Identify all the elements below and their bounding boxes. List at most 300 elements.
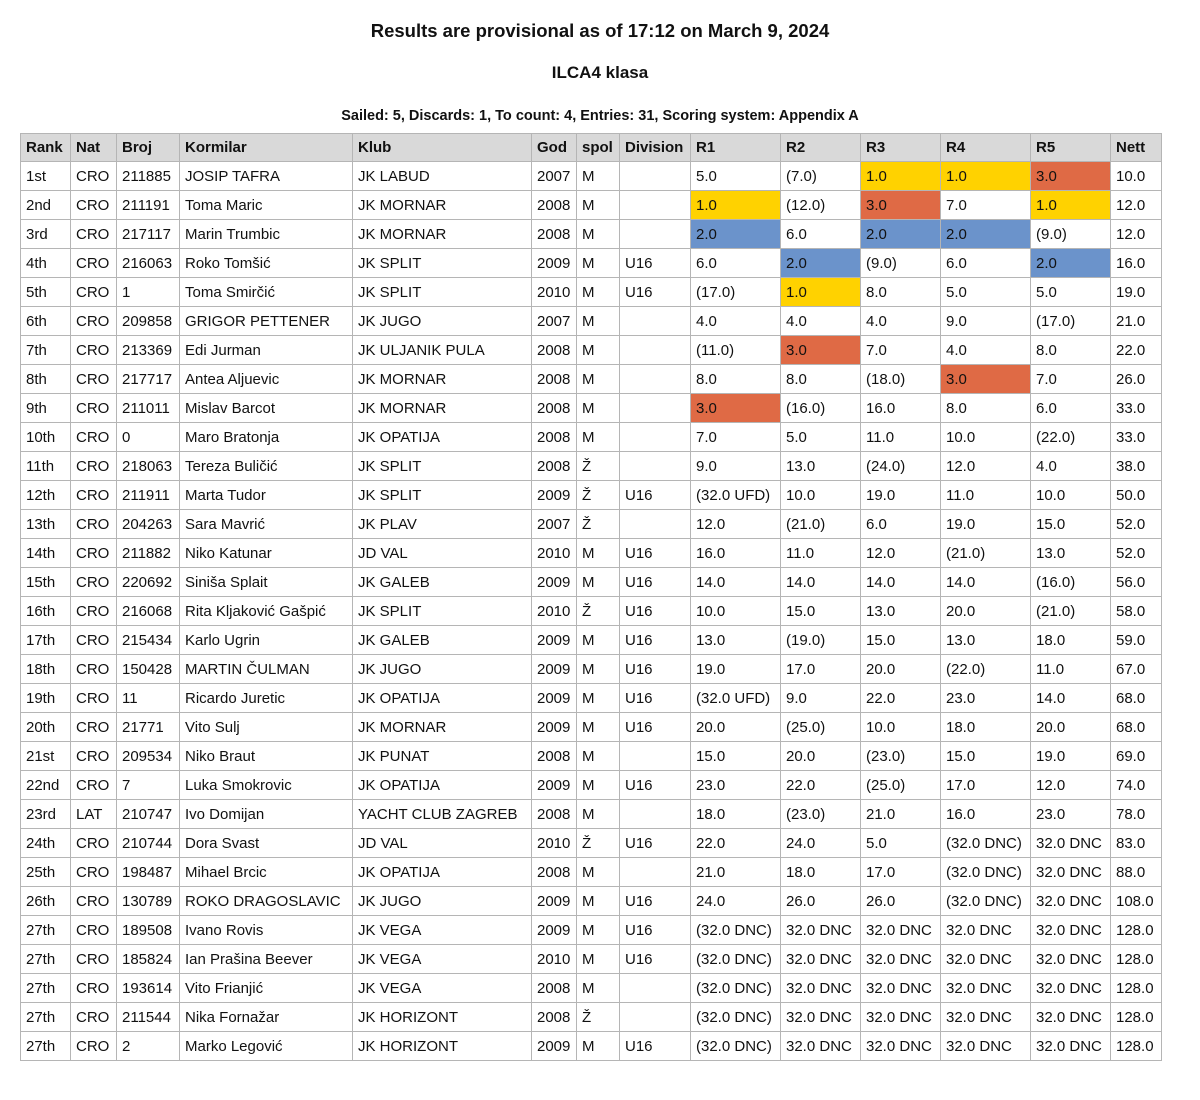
cell-spol: M xyxy=(577,162,620,191)
cell-r1: 18.0 xyxy=(691,800,781,829)
cell-rank: 27th xyxy=(21,945,71,974)
cell-nett: 22.0 xyxy=(1111,336,1162,365)
column-header-klub: Klub xyxy=(353,134,532,162)
cell-r3: 16.0 xyxy=(861,394,941,423)
cell-r5: 15.0 xyxy=(1031,510,1111,539)
cell-division xyxy=(620,162,691,191)
cell-division xyxy=(620,307,691,336)
cell-r3: (24.0) xyxy=(861,452,941,481)
cell-r5: 32.0 DNC xyxy=(1031,887,1111,916)
cell-r3: 21.0 xyxy=(861,800,941,829)
cell-r3: 11.0 xyxy=(861,423,941,452)
cell-broj: 130789 xyxy=(117,887,180,916)
cell-kormilar: Sara Mavrić xyxy=(180,510,353,539)
cell-nat: CRO xyxy=(71,945,117,974)
cell-klub: JK JUGO xyxy=(353,887,532,916)
cell-r1: 16.0 xyxy=(691,539,781,568)
cell-klub: YACHT CLUB ZAGREB xyxy=(353,800,532,829)
cell-broj: 0 xyxy=(117,423,180,452)
cell-nat: CRO xyxy=(71,1003,117,1032)
cell-nett: 128.0 xyxy=(1111,945,1162,974)
cell-r1: 12.0 xyxy=(691,510,781,539)
cell-kormilar: Niko Braut xyxy=(180,742,353,771)
cell-god: 2008 xyxy=(532,191,577,220)
cell-god: 2008 xyxy=(532,452,577,481)
cell-god: 2008 xyxy=(532,858,577,887)
cell-r3: 7.0 xyxy=(861,336,941,365)
cell-nett: 69.0 xyxy=(1111,742,1162,771)
table-row xyxy=(21,713,1162,742)
cell-spol: M xyxy=(577,887,620,916)
cell-r3: 14.0 xyxy=(861,568,941,597)
cell-nat: CRO xyxy=(71,626,117,655)
cell-kormilar: Ian Prašina Beever xyxy=(180,945,353,974)
table-row xyxy=(21,945,1162,974)
cell-broj: 210744 xyxy=(117,829,180,858)
cell-r5: 19.0 xyxy=(1031,742,1111,771)
cell-kormilar: Marin Trumbic xyxy=(180,220,353,249)
cell-nat: CRO xyxy=(71,597,117,626)
cell-r2: 13.0 xyxy=(781,452,861,481)
column-header-r2: R2 xyxy=(781,134,861,162)
cell-r3: 17.0 xyxy=(861,858,941,887)
cell-division: U16 xyxy=(620,278,691,307)
cell-kormilar: Rita Kljaković Gašpić xyxy=(180,597,353,626)
cell-division: U16 xyxy=(620,597,691,626)
cell-broj: 211882 xyxy=(117,539,180,568)
cell-broj: 217117 xyxy=(117,220,180,249)
cell-klub: JK GALEB xyxy=(353,568,532,597)
table-row xyxy=(21,394,1162,423)
cell-kormilar: Ricardo Juretic xyxy=(180,684,353,713)
cell-spol: M xyxy=(577,1032,620,1061)
cell-nat: CRO xyxy=(71,307,117,336)
cell-r3: 1.0 xyxy=(861,162,941,191)
table-row xyxy=(21,1003,1162,1032)
column-header-r3: R3 xyxy=(861,134,941,162)
cell-rank: 11th xyxy=(21,452,71,481)
cell-r2: 2.0 xyxy=(781,249,861,278)
cell-r5: (22.0) xyxy=(1031,423,1111,452)
cell-broj: 211544 xyxy=(117,1003,180,1032)
cell-r1: 19.0 xyxy=(691,655,781,684)
cell-division xyxy=(620,452,691,481)
cell-klub: JK HORIZONT xyxy=(353,1032,532,1061)
cell-broj: 211911 xyxy=(117,481,180,510)
table-row xyxy=(21,278,1162,307)
cell-r4: 18.0 xyxy=(941,713,1031,742)
cell-division: U16 xyxy=(620,249,691,278)
cell-r2: (12.0) xyxy=(781,191,861,220)
table-row xyxy=(21,336,1162,365)
cell-rank: 22nd xyxy=(21,771,71,800)
cell-rank: 2nd xyxy=(21,191,71,220)
cell-r2: 3.0 xyxy=(781,336,861,365)
cell-spol: M xyxy=(577,568,620,597)
cell-spol: M xyxy=(577,974,620,1003)
cell-r2: 24.0 xyxy=(781,829,861,858)
cell-division: U16 xyxy=(620,829,691,858)
cell-god: 2009 xyxy=(532,626,577,655)
cell-r3: 10.0 xyxy=(861,713,941,742)
cell-spol: M xyxy=(577,771,620,800)
cell-god: 2009 xyxy=(532,655,577,684)
cell-r2: 5.0 xyxy=(781,423,861,452)
cell-r1: (32.0 DNC) xyxy=(691,916,781,945)
cell-r4: 14.0 xyxy=(941,568,1031,597)
cell-nat: CRO xyxy=(71,568,117,597)
cell-r5: 32.0 DNC xyxy=(1031,829,1111,858)
cell-spol: M xyxy=(577,858,620,887)
cell-nat: CRO xyxy=(71,974,117,1003)
cell-r1: 5.0 xyxy=(691,162,781,191)
cell-klub: JK MORNAR xyxy=(353,220,532,249)
cell-division xyxy=(620,423,691,452)
cell-spol: Ž xyxy=(577,829,620,858)
cell-r3: 32.0 DNC xyxy=(861,1032,941,1061)
table-header-row xyxy=(21,134,1162,162)
cell-god: 2008 xyxy=(532,365,577,394)
cell-god: 2008 xyxy=(532,220,577,249)
cell-r4: 7.0 xyxy=(941,191,1031,220)
cell-r1: (32.0 DNC) xyxy=(691,974,781,1003)
cell-kormilar: Dora Svast xyxy=(180,829,353,858)
cell-kormilar: JOSIP TAFRA xyxy=(180,162,353,191)
cell-r3: (23.0) xyxy=(861,742,941,771)
cell-rank: 14th xyxy=(21,539,71,568)
cell-nett: 52.0 xyxy=(1111,510,1162,539)
cell-r3: 32.0 DNC xyxy=(861,974,941,1003)
cell-rank: 8th xyxy=(21,365,71,394)
cell-nett: 68.0 xyxy=(1111,684,1162,713)
column-header-spol: spol xyxy=(577,134,620,162)
cell-r5: 10.0 xyxy=(1031,481,1111,510)
cell-r4: (32.0 DNC) xyxy=(941,858,1031,887)
cell-god: 2009 xyxy=(532,771,577,800)
cell-klub: JK MORNAR xyxy=(353,365,532,394)
cell-nat: CRO xyxy=(71,655,117,684)
cell-spol: M xyxy=(577,307,620,336)
cell-r2: 1.0 xyxy=(781,278,861,307)
cell-r3: (25.0) xyxy=(861,771,941,800)
cell-kormilar: Roko Tomšić xyxy=(180,249,353,278)
cell-nett: 83.0 xyxy=(1111,829,1162,858)
cell-rank: 12th xyxy=(21,481,71,510)
cell-r5: 18.0 xyxy=(1031,626,1111,655)
cell-r4: (21.0) xyxy=(941,539,1031,568)
cell-klub: JK OPATIJA xyxy=(353,858,532,887)
table-row xyxy=(21,481,1162,510)
cell-nat: CRO xyxy=(71,771,117,800)
cell-r2: 32.0 DNC xyxy=(781,974,861,1003)
cell-rank: 3rd xyxy=(21,220,71,249)
cell-rank: 10th xyxy=(21,423,71,452)
cell-klub: JK OPATIJA xyxy=(353,684,532,713)
cell-broj: 209534 xyxy=(117,742,180,771)
cell-r2: 32.0 DNC xyxy=(781,1003,861,1032)
cell-nat: CRO xyxy=(71,481,117,510)
cell-nat: CRO xyxy=(71,336,117,365)
cell-nat: CRO xyxy=(71,249,117,278)
cell-r5: 3.0 xyxy=(1031,162,1111,191)
cell-division xyxy=(620,742,691,771)
cell-nett: 21.0 xyxy=(1111,307,1162,336)
cell-rank: 6th xyxy=(21,307,71,336)
cell-r2: 32.0 DNC xyxy=(781,916,861,945)
cell-god: 2007 xyxy=(532,510,577,539)
cell-broj: 2 xyxy=(117,1032,180,1061)
cell-nett: 26.0 xyxy=(1111,365,1162,394)
cell-klub: JK SPLIT xyxy=(353,481,532,510)
cell-r4: 16.0 xyxy=(941,800,1031,829)
cell-r1: 22.0 xyxy=(691,829,781,858)
cell-r3: 3.0 xyxy=(861,191,941,220)
cell-kormilar: Mislav Barcot xyxy=(180,394,353,423)
cell-nat: CRO xyxy=(71,394,117,423)
cell-nat: CRO xyxy=(71,220,117,249)
cell-r2: 32.0 DNC xyxy=(781,945,861,974)
table-row xyxy=(21,800,1162,829)
cell-r4: 10.0 xyxy=(941,423,1031,452)
cell-r2: 9.0 xyxy=(781,684,861,713)
cell-r2: 18.0 xyxy=(781,858,861,887)
cell-kormilar: Niko Katunar xyxy=(180,539,353,568)
cell-kormilar: Nika Fornažar xyxy=(180,1003,353,1032)
cell-r1: 6.0 xyxy=(691,249,781,278)
cell-division xyxy=(620,365,691,394)
cell-god: 2010 xyxy=(532,597,577,626)
cell-r5: 32.0 DNC xyxy=(1031,916,1111,945)
cell-broj: 211885 xyxy=(117,162,180,191)
cell-klub: JK MORNAR xyxy=(353,394,532,423)
cell-broj: 211011 xyxy=(117,394,180,423)
cell-division xyxy=(620,510,691,539)
table-row xyxy=(21,1032,1162,1061)
cell-nett: 88.0 xyxy=(1111,858,1162,887)
cell-rank: 20th xyxy=(21,713,71,742)
cell-r2: (7.0) xyxy=(781,162,861,191)
cell-kormilar: Marko Legović xyxy=(180,1032,353,1061)
cell-nat: CRO xyxy=(71,742,117,771)
cell-nett: 19.0 xyxy=(1111,278,1162,307)
cell-r2: 32.0 DNC xyxy=(781,1032,861,1061)
cell-r2: 10.0 xyxy=(781,481,861,510)
cell-spol: M xyxy=(577,539,620,568)
cell-r4: 2.0 xyxy=(941,220,1031,249)
table-row xyxy=(21,220,1162,249)
cell-r1: 24.0 xyxy=(691,887,781,916)
cell-r4: 1.0 xyxy=(941,162,1031,191)
cell-nat: CRO xyxy=(71,887,117,916)
cell-nett: 50.0 xyxy=(1111,481,1162,510)
table-row xyxy=(21,887,1162,916)
column-header-kormilar: Kormilar xyxy=(180,134,353,162)
cell-r4: 4.0 xyxy=(941,336,1031,365)
cell-nett: 67.0 xyxy=(1111,655,1162,684)
cell-nett: 68.0 xyxy=(1111,713,1162,742)
cell-nat: CRO xyxy=(71,191,117,220)
cell-rank: 1st xyxy=(21,162,71,191)
cell-rank: 21st xyxy=(21,742,71,771)
cell-kormilar: Toma Maric xyxy=(180,191,353,220)
cell-r5: (21.0) xyxy=(1031,597,1111,626)
cell-kormilar: Vito Sulj xyxy=(180,713,353,742)
cell-klub: JD VAL xyxy=(353,829,532,858)
cell-klub: JK VEGA xyxy=(353,916,532,945)
cell-klub: JK GALEB xyxy=(353,626,532,655)
cell-rank: 27th xyxy=(21,974,71,1003)
cell-r1: 3.0 xyxy=(691,394,781,423)
cell-r4: 17.0 xyxy=(941,771,1031,800)
cell-r1: 10.0 xyxy=(691,597,781,626)
cell-r5: 20.0 xyxy=(1031,713,1111,742)
cell-god: 2007 xyxy=(532,162,577,191)
cell-nett: 128.0 xyxy=(1111,1032,1162,1061)
cell-rank: 18th xyxy=(21,655,71,684)
cell-r2: (16.0) xyxy=(781,394,861,423)
table-row xyxy=(21,510,1162,539)
cell-nett: 59.0 xyxy=(1111,626,1162,655)
column-header-rank: Rank xyxy=(21,134,71,162)
cell-nat: CRO xyxy=(71,278,117,307)
cell-nat: CRO xyxy=(71,858,117,887)
cell-r4: (32.0 DNC) xyxy=(941,829,1031,858)
cell-r3: 4.0 xyxy=(861,307,941,336)
cell-broj: 218063 xyxy=(117,452,180,481)
cell-r3: 26.0 xyxy=(861,887,941,916)
cell-spol: M xyxy=(577,365,620,394)
series-summary: Sailed: 5, Discards: 1, To count: 4, Entries: 31, Scoring system: Appendix A xyxy=(341,108,859,124)
cell-broj: 204263 xyxy=(117,510,180,539)
cell-broj: 215434 xyxy=(117,626,180,655)
cell-broj: 217717 xyxy=(117,365,180,394)
table-row xyxy=(21,655,1162,684)
cell-r3: 2.0 xyxy=(861,220,941,249)
cell-kormilar: MARTIN ČULMAN xyxy=(180,655,353,684)
cell-r2: 15.0 xyxy=(781,597,861,626)
cell-nat: CRO xyxy=(71,684,117,713)
cell-r1: 1.0 xyxy=(691,191,781,220)
cell-r5: 13.0 xyxy=(1031,539,1111,568)
cell-kormilar: Siniša Splait xyxy=(180,568,353,597)
cell-r3: 6.0 xyxy=(861,510,941,539)
cell-klub: JK OPATIJA xyxy=(353,771,532,800)
table-row xyxy=(21,597,1162,626)
cell-r1: (32.0 DNC) xyxy=(691,945,781,974)
cell-nett: 33.0 xyxy=(1111,423,1162,452)
cell-broj: 220692 xyxy=(117,568,180,597)
column-header-broj: Broj xyxy=(117,134,180,162)
cell-kormilar: Edi Jurman xyxy=(180,336,353,365)
cell-r4: 13.0 xyxy=(941,626,1031,655)
cell-division xyxy=(620,394,691,423)
cell-r4: 5.0 xyxy=(941,278,1031,307)
cell-division: U16 xyxy=(620,568,691,597)
cell-r2: (23.0) xyxy=(781,800,861,829)
cell-rank: 27th xyxy=(21,916,71,945)
cell-kormilar: Luka Smokrovic xyxy=(180,771,353,800)
cell-nett: 74.0 xyxy=(1111,771,1162,800)
table-row xyxy=(21,742,1162,771)
cell-r3: 32.0 DNC xyxy=(861,945,941,974)
cell-r5: 32.0 DNC xyxy=(1031,858,1111,887)
cell-r4: 32.0 DNC xyxy=(941,945,1031,974)
cell-r1: 4.0 xyxy=(691,307,781,336)
cell-klub: JK VEGA xyxy=(353,945,532,974)
cell-nat: CRO xyxy=(71,423,117,452)
cell-r4: 3.0 xyxy=(941,365,1031,394)
class-title: ILCA4 klasa xyxy=(551,63,649,82)
cell-god: 2007 xyxy=(532,307,577,336)
cell-r5: 7.0 xyxy=(1031,365,1111,394)
cell-nat: CRO xyxy=(71,162,117,191)
cell-rank: 16th xyxy=(21,597,71,626)
cell-r2: 20.0 xyxy=(781,742,861,771)
cell-division xyxy=(620,800,691,829)
cell-rank: 27th xyxy=(21,1032,71,1061)
cell-broj: 21771 xyxy=(117,713,180,742)
cell-r3: 13.0 xyxy=(861,597,941,626)
cell-r2: (25.0) xyxy=(781,713,861,742)
cell-r3: 8.0 xyxy=(861,278,941,307)
cell-r1: (17.0) xyxy=(691,278,781,307)
cell-god: 2009 xyxy=(532,568,577,597)
cell-broj: 216063 xyxy=(117,249,180,278)
cell-rank: 15th xyxy=(21,568,71,597)
cell-r1: 20.0 xyxy=(691,713,781,742)
column-header-nat: Nat xyxy=(71,134,117,162)
cell-division: U16 xyxy=(620,539,691,568)
table-row xyxy=(21,539,1162,568)
cell-r3: (18.0) xyxy=(861,365,941,394)
cell-r5: 11.0 xyxy=(1031,655,1111,684)
cell-rank: 17th xyxy=(21,626,71,655)
cell-rank: 9th xyxy=(21,394,71,423)
cell-rank: 19th xyxy=(21,684,71,713)
cell-rank: 27th xyxy=(21,1003,71,1032)
cell-r1: (32.0 DNC) xyxy=(691,1003,781,1032)
cell-r4: (32.0 DNC) xyxy=(941,887,1031,916)
cell-r3: (9.0) xyxy=(861,249,941,278)
cell-god: 2008 xyxy=(532,336,577,365)
cell-r4: 15.0 xyxy=(941,742,1031,771)
cell-spol: M xyxy=(577,394,620,423)
cell-r3: 12.0 xyxy=(861,539,941,568)
cell-r3: 5.0 xyxy=(861,829,941,858)
cell-god: 2009 xyxy=(532,481,577,510)
cell-nat: CRO xyxy=(71,1032,117,1061)
cell-spol: M xyxy=(577,713,620,742)
cell-r3: 20.0 xyxy=(861,655,941,684)
cell-god: 2009 xyxy=(532,249,577,278)
cell-nat: CRO xyxy=(71,365,117,394)
cell-god: 2009 xyxy=(532,684,577,713)
cell-klub: JK PLAV xyxy=(353,510,532,539)
cell-nett: 56.0 xyxy=(1111,568,1162,597)
cell-r5: (17.0) xyxy=(1031,307,1111,336)
cell-r4: 23.0 xyxy=(941,684,1031,713)
cell-broj: 209858 xyxy=(117,307,180,336)
provisional-status: Results are provisional as of 17:12 on March 9, 2024 xyxy=(370,20,830,41)
cell-klub: JK PUNAT xyxy=(353,742,532,771)
cell-kormilar: Karlo Ugrin xyxy=(180,626,353,655)
table-row xyxy=(21,916,1162,945)
cell-r3: 32.0 DNC xyxy=(861,1003,941,1032)
cell-r3: 19.0 xyxy=(861,481,941,510)
cell-r4: 19.0 xyxy=(941,510,1031,539)
cell-klub: JK LABUD xyxy=(353,162,532,191)
cell-nat: CRO xyxy=(71,916,117,945)
